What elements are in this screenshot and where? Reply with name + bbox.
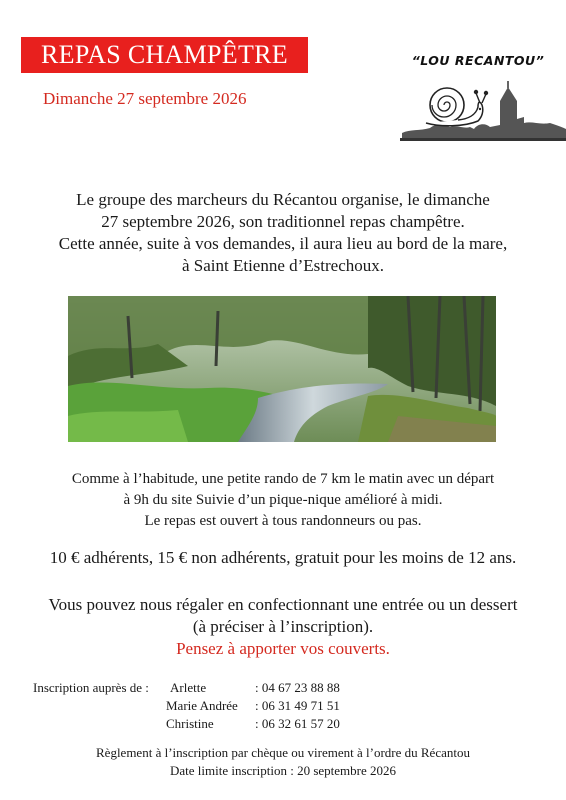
intro-line: Cette année, suite à vos demandes, il aura lieu au bord de la mare, (58, 234, 508, 253)
logo-name: “LOU RECANTOU” (411, 53, 545, 68)
footer-text (0, 744, 566, 780)
intro-line: Le groupe des marcheurs du Récantou organise, le dimanche (76, 190, 490, 209)
contact-row (33, 697, 340, 715)
contact-name: Marie Andrée (166, 698, 238, 713)
snail-village-icon (400, 71, 566, 143)
rando-line: à 9h du site Suivie d’un pique-nique amélioré à midi. (123, 492, 443, 508)
event-date: Dimanche 27 septembre 2026 (43, 89, 247, 108)
page-title: REPAS CHAMPÊTRE (21, 37, 308, 73)
intro-line: 27 septembre 2026, son traditionnel repas champêtre. (101, 212, 465, 231)
dessert-text (0, 594, 566, 660)
contact-phone: : 04 67 23 88 88 (255, 680, 340, 695)
contact-name: Christine (166, 716, 214, 731)
couverts-reminder: Pensez à apporter vos couverts. (176, 639, 390, 658)
rando-line: Comme à l’habitude, une petite rando de 7 km le matin avec un départ (71, 471, 495, 487)
contact-row (33, 679, 340, 697)
contact-name: Arlette (170, 680, 207, 695)
intro-text (0, 189, 566, 277)
payment-info: Règlement à l’inscription par chèque ou virement à l’ordre du Récantou (96, 745, 470, 760)
contact-row (33, 715, 340, 733)
contact-phone: : 06 31 49 71 51 (255, 698, 340, 713)
deadline-info: Date limite inscription : 20 septembre 2026 (169, 763, 396, 778)
club-logo (400, 53, 566, 143)
contact-phone: : 06 32 61 57 20 (255, 716, 340, 731)
prices-text: 10 € adhérents, 15 € non adhérents, gratuit pour les moins de 12 ans. (49, 548, 517, 567)
dessert-line: Vous pouvez nous régaler en confectionnant une entrée ou un dessert (48, 595, 518, 614)
rando-text (0, 469, 566, 532)
inscription-label: Inscription auprès de : (33, 680, 149, 695)
intro-line: à Saint Etienne d’Estrechoux. (181, 256, 385, 275)
inscription-contacts (33, 679, 340, 733)
rando-line: Le repas est ouvert à tous randonneurs ou pas. (144, 513, 422, 529)
dessert-line: (à préciser à l’inscription). (192, 617, 374, 636)
forest-stream-photo (68, 296, 496, 442)
